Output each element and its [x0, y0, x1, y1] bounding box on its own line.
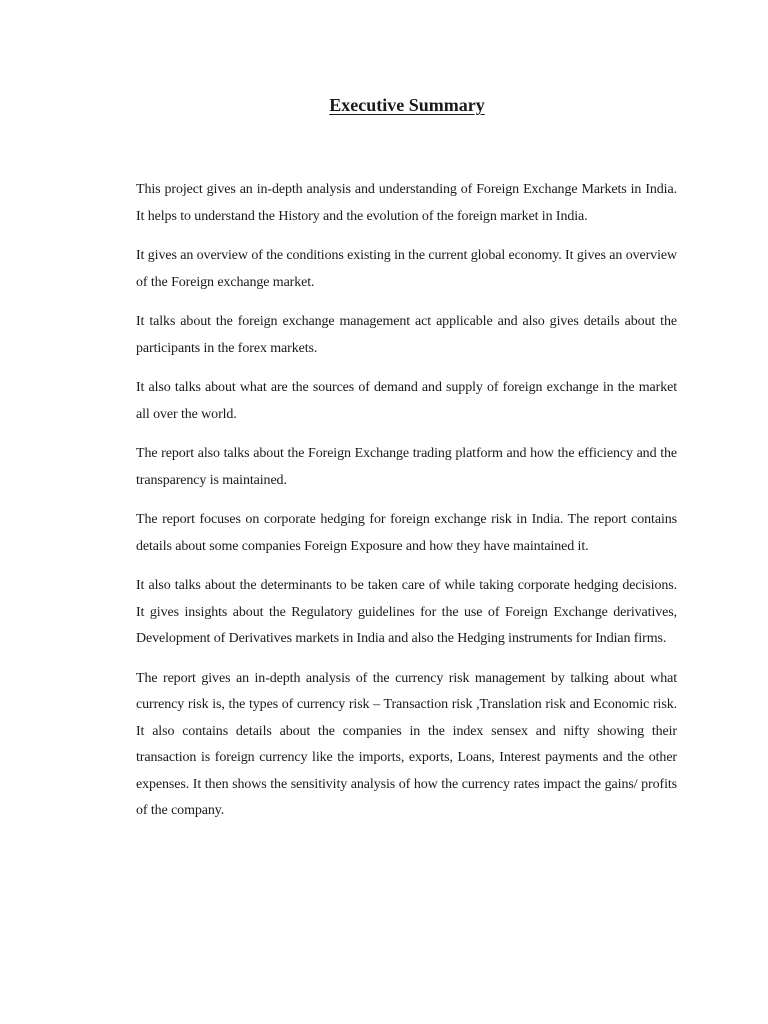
paragraph-overview: This project gives an in-depth analysis and understanding of Foreign Exchange Markets in India. It helps to understand the History and the evolution of the foreign market in India. [136, 182, 677, 224]
paragraph-demand-supply: It also talks about what are the sources of demand and supply of foreign exchange in the market all over the world. [136, 380, 677, 422]
page-title: Executive Summary [329, 95, 485, 115]
paragraph-global-economy: It gives an overview of the conditions existing in the current global economy. It gives an overview of the Foreign exchange market. [136, 248, 677, 290]
paragraph-determinants: It also talks about the determinants to be taken care of while taking corporate hedging decisions. It gives insights about the Regulatory guidelines for the use of Foreign Exchange derivatives, Development of Derivatives markets in India and also the Hedging instruments for Indian firms. [136, 578, 677, 646]
paragraph-corporate-hedging: The report focuses on corporate hedging for foreign exchange risk in India. The report contains details about some companies Foreign Exposure and how they have maintained it. [136, 512, 677, 554]
paragraph-fema: It talks about the foreign exchange management act applicable and also gives details about the participants in the forex markets. [136, 314, 677, 356]
paragraph-currency-risk: The report gives an in-depth analysis of the currency risk management by talking about what currency risk is, the types of currency risk – Transaction risk ,Translation risk and Economic risk. It also contains details about the companies in the index sensex and nifty showing their transaction is foreign currency like the imports, exports, Loans, Interest payments and the other expenses. It then shows the sensitivity analysis of how the currency rates impact the gains/ profits of the company. [136, 670, 677, 818]
document-body [136, 177, 677, 838]
paragraph-trading-platform: The report also talks about the Foreign Exchange trading platform and how the efficiency and the transparency is maintained. [136, 446, 677, 488]
